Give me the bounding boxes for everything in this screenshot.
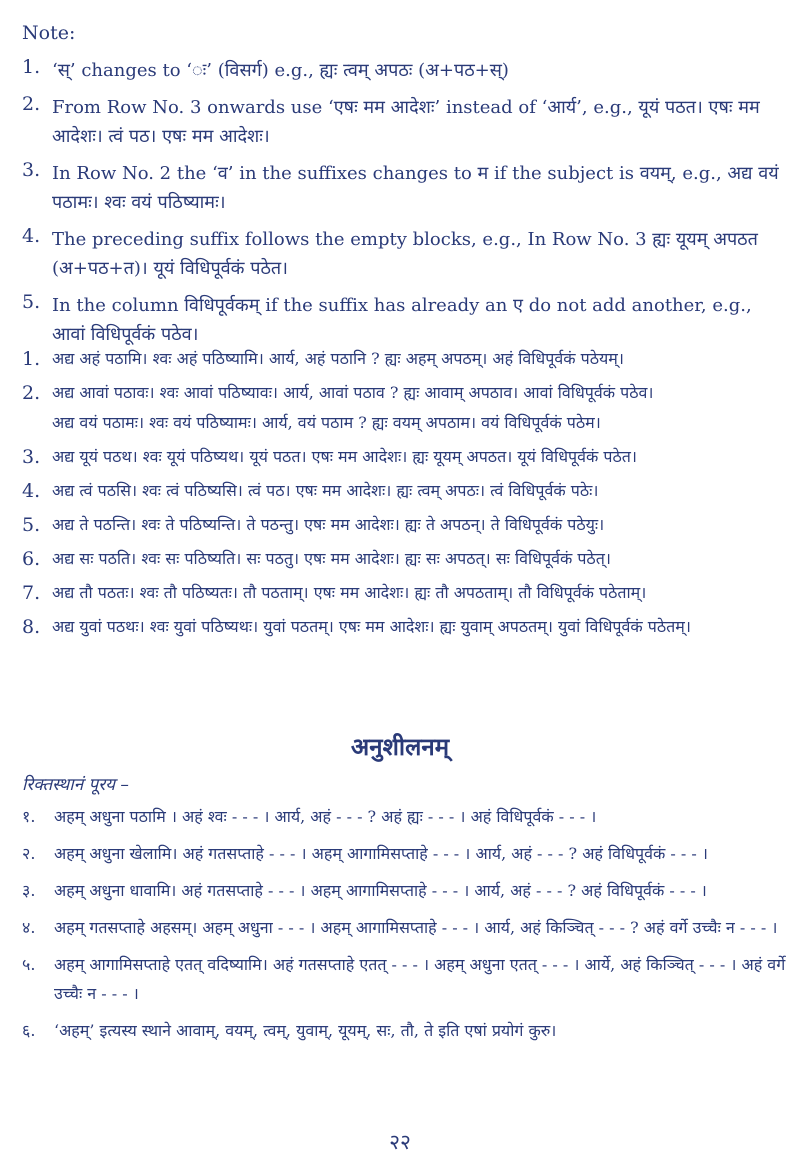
sentence-item — [22, 442, 788, 472]
note-item — [22, 93, 782, 151]
sentence-text: अद्य यूयं पठथ। श्वः यूयं पठिष्यथ। यूयं पठत। एषः मम आदेशः। ह्यः यूयम् अपठत। यूयं विधिपूर्वकं पठेत। — [52, 447, 637, 466]
note-item — [22, 159, 782, 217]
sentence-item — [22, 510, 788, 540]
note-list — [22, 56, 782, 357]
note-number: 1. — [22, 56, 41, 78]
sentence-text: अद्य सः पठति। श्वः सः पठिष्यति। सः पठतु। एषः मम आदेशः। ह्यः सः अपठत्। सः विधिपूर्वकं पठेत्। — [52, 549, 611, 568]
exercise-item — [22, 1016, 788, 1045]
sentence-number: 6. — [22, 548, 41, 570]
exercise-item — [22, 802, 788, 831]
sentence-number: 5. — [22, 514, 41, 536]
exercise-list — [22, 802, 788, 1053]
exercise-text: अहम् अधुना पठामि । अहं श्वः - - - । आर्य, अहं - - - ? अहं ह्यः - - - । अहं विधिपूर्वकं - - - । — [54, 807, 597, 826]
page-number: २२ — [389, 1130, 411, 1154]
note-text: ‘स्’ changes to ‘ः’ (विसर्ग) e.g., ह्यः त्वम् अपठः (अ+पठ+स्) — [52, 60, 509, 81]
sentence-text: अद्य ते पठन्ति। श्वः ते पठिष्यन्ति। ते पठन्तु। एषः मम आदेशः। ह्यः ते अपठन्। ते विधिपूर्वकं पठेयुः। — [52, 515, 605, 534]
sentence-text: अद्य तौ पठतः। श्वः तौ पठिष्यतः। तौ पठताम्। एषः मम आदेशः। ह्यः तौ अपठताम्। तौ विधिपूर्वकं पठेताम्। — [52, 583, 647, 602]
note-number: 4. — [22, 225, 41, 247]
sentence-number: 1. — [22, 348, 41, 370]
exercise-text: ‘अहम्’ इत्यस्य स्थाने आवाम्, वयम्, त्वम्, युवाम्, यूयम्, सः, तौ, ते इति एषां प्रयोगं कुरु। — [54, 1021, 557, 1040]
sentence-item — [22, 476, 788, 506]
sentence-text: अद्य त्वं पठसि। श्वः त्वं पठिष्यसि। त्वं पठ। एषः मम आदेशः। ह्यः त्वम् अपठः। त्वं विधिपूर्वकं पठेः। — [52, 481, 599, 500]
exercise-number: ६. — [22, 1021, 36, 1040]
exercise-item — [22, 839, 788, 868]
note-text: In Row No. 2 the ‘व’ in the suffixes changes to म if the subject is वयम्, e.g., अद्य वयं पठामः। श्वः वयं पठिष्यामः। — [52, 163, 779, 213]
exercise-item — [22, 876, 788, 905]
sentence-item — [22, 378, 788, 438]
sentence-item — [22, 612, 788, 642]
sentence-number: 4. — [22, 480, 41, 502]
exercise-number: २. — [22, 844, 36, 863]
exercise-number: ५. — [22, 955, 36, 974]
exercise-number: १. — [22, 807, 36, 826]
note-item — [22, 56, 782, 85]
exercise-item — [22, 913, 788, 942]
exercise-number: ४. — [22, 918, 36, 937]
note-text: In the column विधिपूर्वकम् if the suffix has already an ए do not add another, e.g., आवां विधिपूर्वकं पठेव। — [52, 295, 752, 345]
sentence-item — [22, 578, 788, 608]
note-number: 5. — [22, 291, 41, 313]
sentence-text: अद्य युवां पठथः। श्वः युवां पठिष्यथः। युवां पठतम्। एषः मम आदेशः। ह्यः युवाम् अपठतम्। युवां विधिपूर्वकं पठेतम्। — [52, 617, 691, 636]
note-item — [22, 291, 782, 349]
sentence-list — [22, 344, 788, 646]
note-heading: Note: — [22, 22, 76, 44]
exercise-text: अहम् आगामिसप्ताहे एतत् वदिष्यामि। अहं गतसप्ताहे एतत् - - - । अहम् अधुना एतत् - - - । आर्ये, अहं किञ्चित् - - - । अहं वर्गे उच्चैः न - - - । — [54, 955, 786, 1003]
exercise-number: ३. — [22, 881, 36, 900]
sentence-item — [22, 344, 788, 374]
note-number: 3. — [22, 159, 41, 181]
sentence-number: 8. — [22, 616, 41, 638]
sentence-text: अद्य अहं पठामि। श्वः अहं पठिष्यामि। आर्य, अहं पठानि ? ह्यः अहम् अपठम्। अहं विधिपूर्वकं पठेयम्। — [52, 349, 624, 368]
exercise-text: अहम् गतसप्ताहे अहसम्। अहम् अधुना - - - । अहम् आगामिसप्ताहे - - - । आर्य, अहं किञ्चित् - - - ? अहं वर्गे उच्चैः न - - - । — [54, 918, 778, 937]
note-text: From Row No. 3 onwards use ‘एषः मम आदेशः’ instead of ‘आर्य’, e.g., यूयं पठत। एषः मम आदेशः। त्वं पठ। एषः मम आदेशः। — [52, 97, 760, 147]
exercise-title: अनुशीलनम् — [350, 732, 450, 761]
exercise-text: अहम् अधुना खेलामि। अहं गतसप्ताहे - - - । अहम् आगामिसप्ताहे - - - । आर्य, अहं - - - ? अहं विधिपूर्वकं - - - । — [54, 844, 708, 863]
sentence-main: अद्य आवां पठावः। श्वः आवां पठिष्यावः। आर्य, आवां पठाव ? ह्यः आवाम् अपठाव। आवां विधिपूर्वकं पठेव। — [52, 383, 654, 402]
sentence-number: 3. — [22, 446, 41, 468]
sentence-number: 2. — [22, 382, 41, 404]
sentence-number: 7. — [22, 582, 41, 604]
note-number: 2. — [22, 93, 41, 115]
exercise-instruction: रिक्तस्थानं पूरय – — [22, 775, 129, 795]
exercise-item — [22, 950, 788, 1008]
note-text: The preceding suffix follows the empty blocks, e.g., In Row No. 3 ह्यः यूयम् अपठत (अ+पठ+त)। यूयं विधिपूर्वकं पठेत। — [52, 229, 758, 279]
sentence-item — [22, 544, 788, 574]
sentence-continuation: अद्य वयं पठामः। श्वः वयं पठिष्यामः। आर्य, वयं पठाम ? ह्यः वयम् अपठाम। वयं विधिपूर्वकं पठेम। — [52, 413, 601, 432]
sentence-text — [52, 378, 788, 438]
note-item — [22, 225, 782, 283]
exercise-text: अहम् अधुना धावामि। अहं गतसप्ताहे - - - । अहम् आगामिसप्ताहे - - - । आर्य, अहं - - - ? अहं विधिपूर्वकं - - - । — [54, 881, 707, 900]
